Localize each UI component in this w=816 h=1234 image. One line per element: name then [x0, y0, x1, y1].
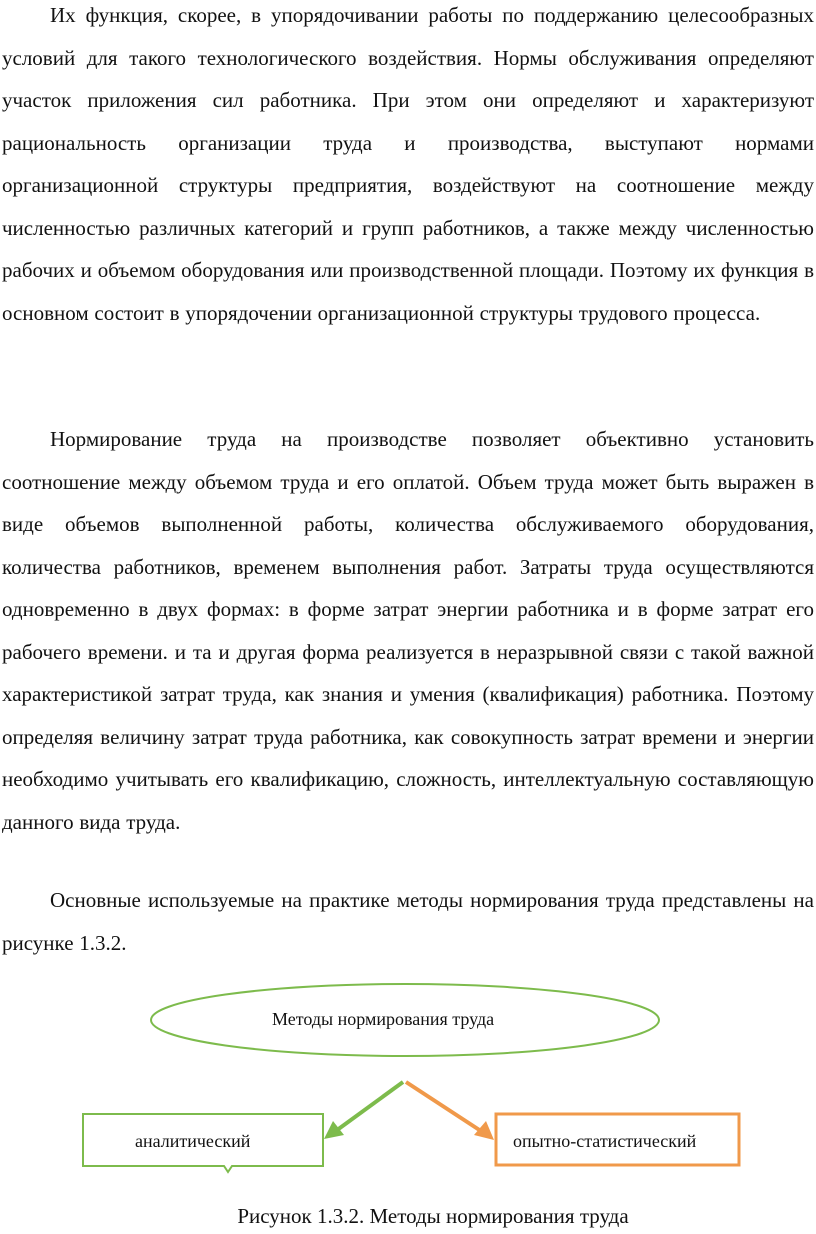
- root-label: Методы нормирования труда: [272, 1009, 495, 1029]
- figure-caption: Рисунок 1.3.2. Методы нормирования труда: [237, 1204, 629, 1228]
- paragraph-2: Нормирование труда на производстве позволяет объективно установить соотношение между объемом труда и его оплатой. Объем труда может быть выражен в виде объемов выполненной работы, количества обслуживаемого оборудования, количества работников, временем выполнения работ. Затраты труда осуществляются одновременно в двух формах: в форме затрат энергии работника и в форме затрат его рабочего времени. и та и другая форма реализуется в неразрывной связи с такой важной характеристикой затрат труда, как знания и умения (квалификация) работника. Поэтому определяя величину затрат труда работника, как совокупность затрат времени и энергии необходимо учитывать его квалификацию, сложность, интеллектуальную составляющую данного вида труда.: [2, 427, 814, 834]
- left-arrow-head: [324, 1121, 344, 1139]
- paragraph-3: Основные используемые на практике методы нормирования труда представлены на рисунке 1.3.2.: [2, 888, 814, 955]
- paragraph-1: Их функция, скорее, в упорядочивании работы по поддержанию целесообразных условий для такого технологического воздействия. Нормы обслуживания определяют участок приложения сил работника. При этом они определяют и характеризуют рациональность организации труда и производства, выступают нормами организационной структуры предприятия, воздействуют на соотношение между численностью различных категорий и групп работников, а также между численностью рабочих и объемом оборудования или производственной площади. Поэтому их функция в основном состоит в упорядочении организационной структуры трудового процесса.: [2, 3, 814, 325]
- right-arrow-line: [406, 1082, 484, 1133]
- left-arrow-line: [333, 1082, 403, 1133]
- analytical-label: аналитический: [135, 1131, 251, 1151]
- methods-diagram: [0, 965, 816, 1185]
- experimental-statistical-label: опытно-статистический: [513, 1131, 697, 1151]
- diagram-shapes: [0, 965, 816, 1185]
